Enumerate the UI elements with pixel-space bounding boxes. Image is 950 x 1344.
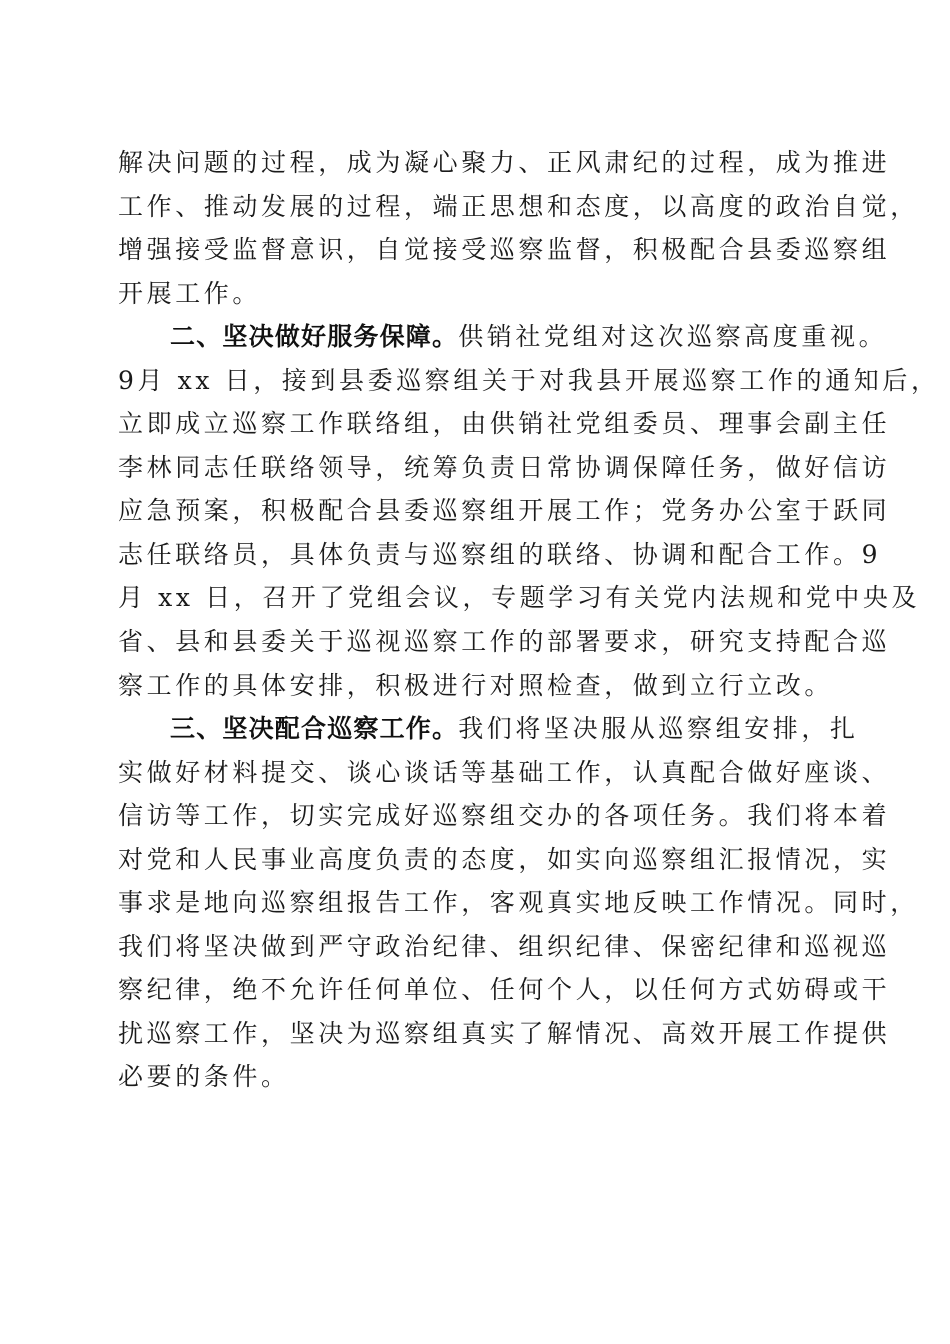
text-line: 信访等工作，切实完成好巡察组交办的各项任务。我们将本着 xyxy=(118,801,891,831)
paragraph-3 xyxy=(118,707,919,1099)
text-line: 扰巡察工作，坚决为巡察组真实了解情况、高效开展工作提供 xyxy=(118,1018,891,1048)
text-line: 察工作的具体安排，积极进行对照检查，做到立行立改。 xyxy=(118,670,834,700)
text-line: 应急预案，积极配合县委巡察组开展工作；党务办公室于跃同 xyxy=(118,496,891,526)
text-line: 工作、推动发展的过程，端正思想和态度，以高度的政治自觉， xyxy=(118,191,919,221)
text-span: 供销社党组对这次巡察高度重视。 xyxy=(458,322,888,352)
text-line: 开展工作。 xyxy=(118,278,262,308)
text-line: 事求是地向巡察组报告工作，客观真实地反映工作情况。同时， xyxy=(118,888,919,918)
text-line: 实做好材料提交、谈心谈话等基础工作，认真配合做好座谈、 xyxy=(118,757,891,787)
text-line: 立即成立巡察工作联络组，由供销社党组委员、理事会副主任 xyxy=(118,409,891,439)
text-line: 察纪律，绝不允许任何单位、任何个人，以任何方式妨碍或干 xyxy=(118,975,891,1005)
text-line: 省、县和县委关于巡视巡察工作的部署要求，研究支持配合巡 xyxy=(118,627,891,657)
section-heading-3: 三、坚决配合巡察工作。 xyxy=(170,714,459,744)
text-line: 我们将坚决做到严守政治纪律、组织纪律、保密纪律和巡视巡 xyxy=(118,931,891,961)
section-heading-2: 二、坚决做好服务保障。 xyxy=(170,322,459,352)
paragraph-first-line xyxy=(118,707,859,751)
text-line: 9月 xx 日，接到县委巡察组关于对我县开展巡察工作的通知后， xyxy=(118,365,940,395)
text-line: 解决问题的过程，成为凝心聚力、正风肃纪的过程，成为推进 xyxy=(118,148,891,177)
text-line: 李林同志任联络领导，统筹负责日常协调保障任务，做好信访 xyxy=(118,452,891,482)
text-line: 月 xx 日，召开了党组会议，专题学习有关党内法规和党中央及 xyxy=(118,583,921,613)
paragraph-1 xyxy=(118,141,919,315)
paragraph-2 xyxy=(118,315,940,707)
paragraph-first-line xyxy=(118,315,888,359)
text-span: 我们将坚决服从巡察组安排，扎 xyxy=(458,714,859,744)
document-body xyxy=(118,141,940,1099)
text-line: 增强接受监督意识，自觉接受巡察监督，积极配合县委巡察组 xyxy=(118,235,891,265)
text-line: 必要的条件。 xyxy=(118,1062,290,1092)
text-line: 志任联络员，具体负责与巡察组的联络、协调和配合工作。9 xyxy=(118,539,882,569)
text-line: 对党和人民事业高度负责的态度，如实向巡察组汇报情况，实 xyxy=(118,844,891,874)
